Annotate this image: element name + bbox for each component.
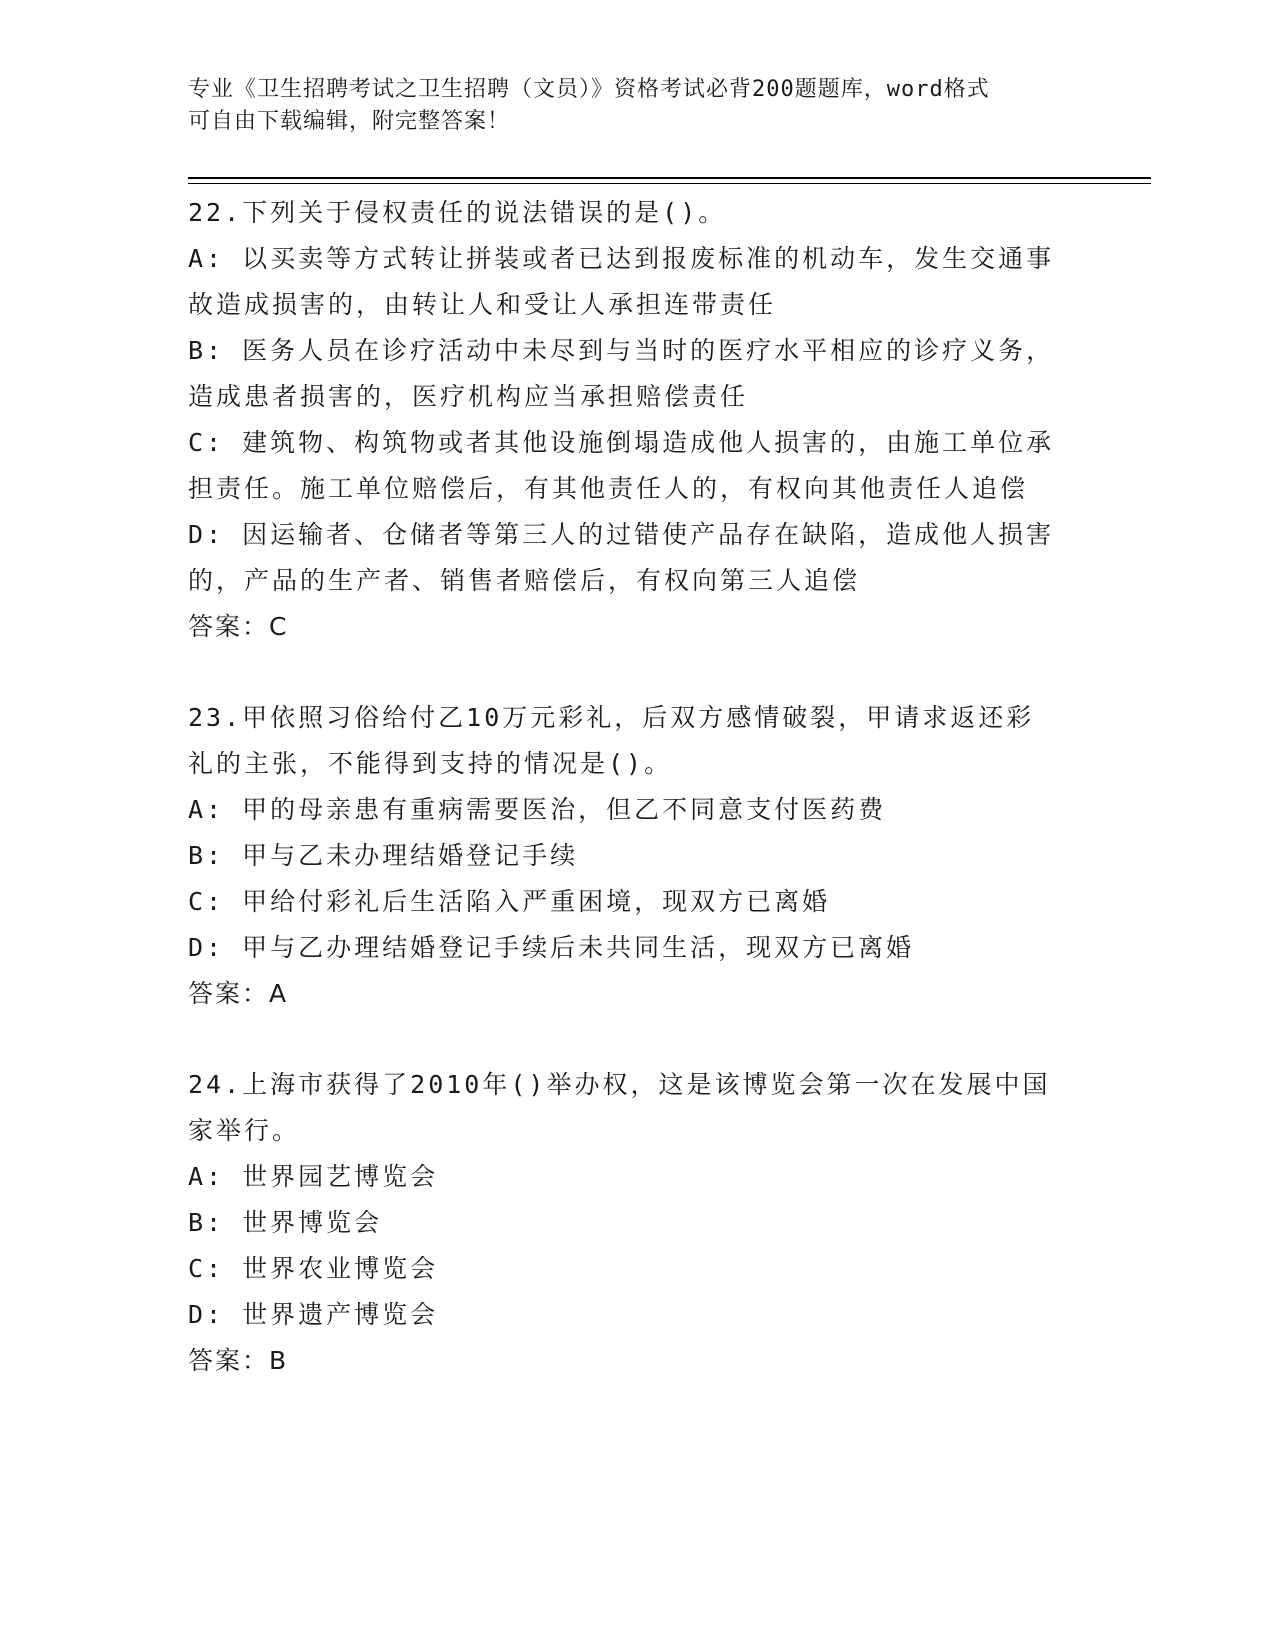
option-b: [188, 328, 1088, 420]
option-b: B: 世界博览会: [188, 1208, 383, 1237]
option-text: 担责任。施工单位赔偿后，有其他责任人的，有权向其他责任人追偿: [188, 474, 1029, 503]
option-a: A: 甲的母亲患有重病需要医治，但乙不同意支付医药费: [188, 795, 887, 824]
header-line-2: 可自由下载编辑，附完整答案！: [188, 109, 511, 134]
option-text: A: 以买卖等方式转让拼装或者已达到报废标准的机动车，发生交通事: [188, 244, 1055, 273]
option-d: [188, 512, 1088, 604]
answer-label: 答案：C: [188, 612, 289, 641]
header-line-1: 专业《卫生招聘考试之卫生招聘（文员）》资格考试必背200题题库，word格式: [188, 77, 990, 102]
question-list: [188, 190, 1088, 1384]
header-divider-thick: [188, 177, 1151, 179]
question-stem: 22.下列关于侵权责任的说法错误的是()。: [188, 198, 727, 227]
option-text: D: 因运输者、仓储者等第三人的过错使产品存在缺陷，造成他人损害: [188, 520, 1055, 549]
question-24: [188, 1062, 1088, 1384]
option-c: [188, 420, 1088, 512]
question-23: [188, 695, 1088, 1017]
option-b: B: 甲与乙未办理结婚登记手续: [188, 841, 579, 870]
document-header: [188, 74, 1068, 138]
option-d: D: 甲与乙办理结婚登记手续后未共同生活，现双方已离婚: [188, 933, 915, 962]
option-a: A: 世界园艺博览会: [188, 1162, 439, 1191]
question-stem: 23.甲依照习俗给付乙10万元彩礼，后双方感情破裂，甲请求返还彩: [188, 703, 1035, 732]
option-text: 造成患者损害的，医疗机构应当承担赔偿责任: [188, 382, 749, 411]
option-c: C: 世界农业博览会: [188, 1254, 439, 1283]
question-22: [188, 190, 1088, 650]
option-text: C: 建筑物、构筑物或者其他设施倒塌造成他人损害的，由施工单位承: [188, 428, 1055, 457]
option-d: D: 世界遗产博览会: [188, 1300, 439, 1329]
answer-label: 答案：B: [188, 1346, 289, 1375]
header-divider-thin: [188, 183, 1151, 184]
option-text: 故造成损害的，由转让人和受让人承担连带责任: [188, 290, 777, 319]
option-text: B: 医务人员在诊疗活动中未尽到与当时的医疗水平相应的诊疗义务，: [188, 336, 1055, 365]
answer-label: 答案：A: [188, 979, 289, 1008]
question-stem: 24.上海市获得了2010年()举办权，这是该博览会第一次在发展中国: [188, 1070, 1051, 1099]
option-c: C: 甲给付彩礼后生活陷入严重困境，现双方已离婚: [188, 887, 831, 916]
option-a: [188, 236, 1088, 328]
question-stem: 礼的主张，不能得到支持的情况是()。: [188, 749, 673, 778]
option-text: 的，产品的生产者、销售者赔偿后，有权向第三人追偿: [188, 566, 861, 595]
question-stem: 家举行。: [188, 1116, 301, 1145]
